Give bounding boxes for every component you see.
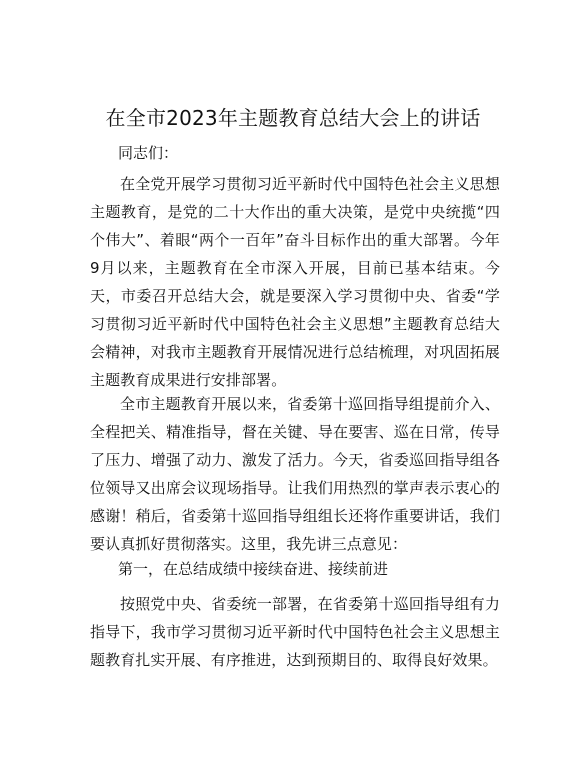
section-heading: 第一，在总结成绩中接续奋进、接续前进 [118, 560, 389, 578]
paragraph-2: 全市主题教育开展以来，省委第十巡回指导组提前介入、全程把关、精准指导，督在关键、导在要害、巡在日常，传导了压力、增强了动力、激发了活力。今天，省委巡回指导组各位领导又出席会议现场指导。让我们用热烈的掌声表示衷心的感谢！稍后，省委第十巡回指导组组长还将作重要讲话，我们要认真抓好贯彻落实。这里，我先讲三点意见： [90, 395, 500, 553]
salutation: 同志们： [118, 144, 179, 162]
document-title: 在全市2023年主题教育总结大会上的讲话 [105, 106, 481, 130]
section-paragraph: 按照党中央、省委统一部署，在省委第十巡回指导组有力指导下，我市学习贯彻习近平新时代中国特色社会主义思想主题教育扎实开展、有序推进，达到预期目的、取得良好效果。 [90, 595, 500, 669]
paragraph-1: 在全党开展学习贯彻习近平新时代中国特色社会主义思想主题教育，是党的二十大作出的重大决策，是党中央统揽“四个伟大”、着眼“两个一百年”奋斗目标作出的重大部署。今年9月以来，主题教育在全市深入开展，目前已基本结束。今天，市委召开总结大会，就是要深入学习贯彻中央、省委“学习贯彻习近平新时代中国特色社会主义思想”主题教育总结大会精神，对我市主题教育开展情况进行总结梳理，对巩固拓展主题教育成果进行安排部署。 [90, 175, 500, 389]
